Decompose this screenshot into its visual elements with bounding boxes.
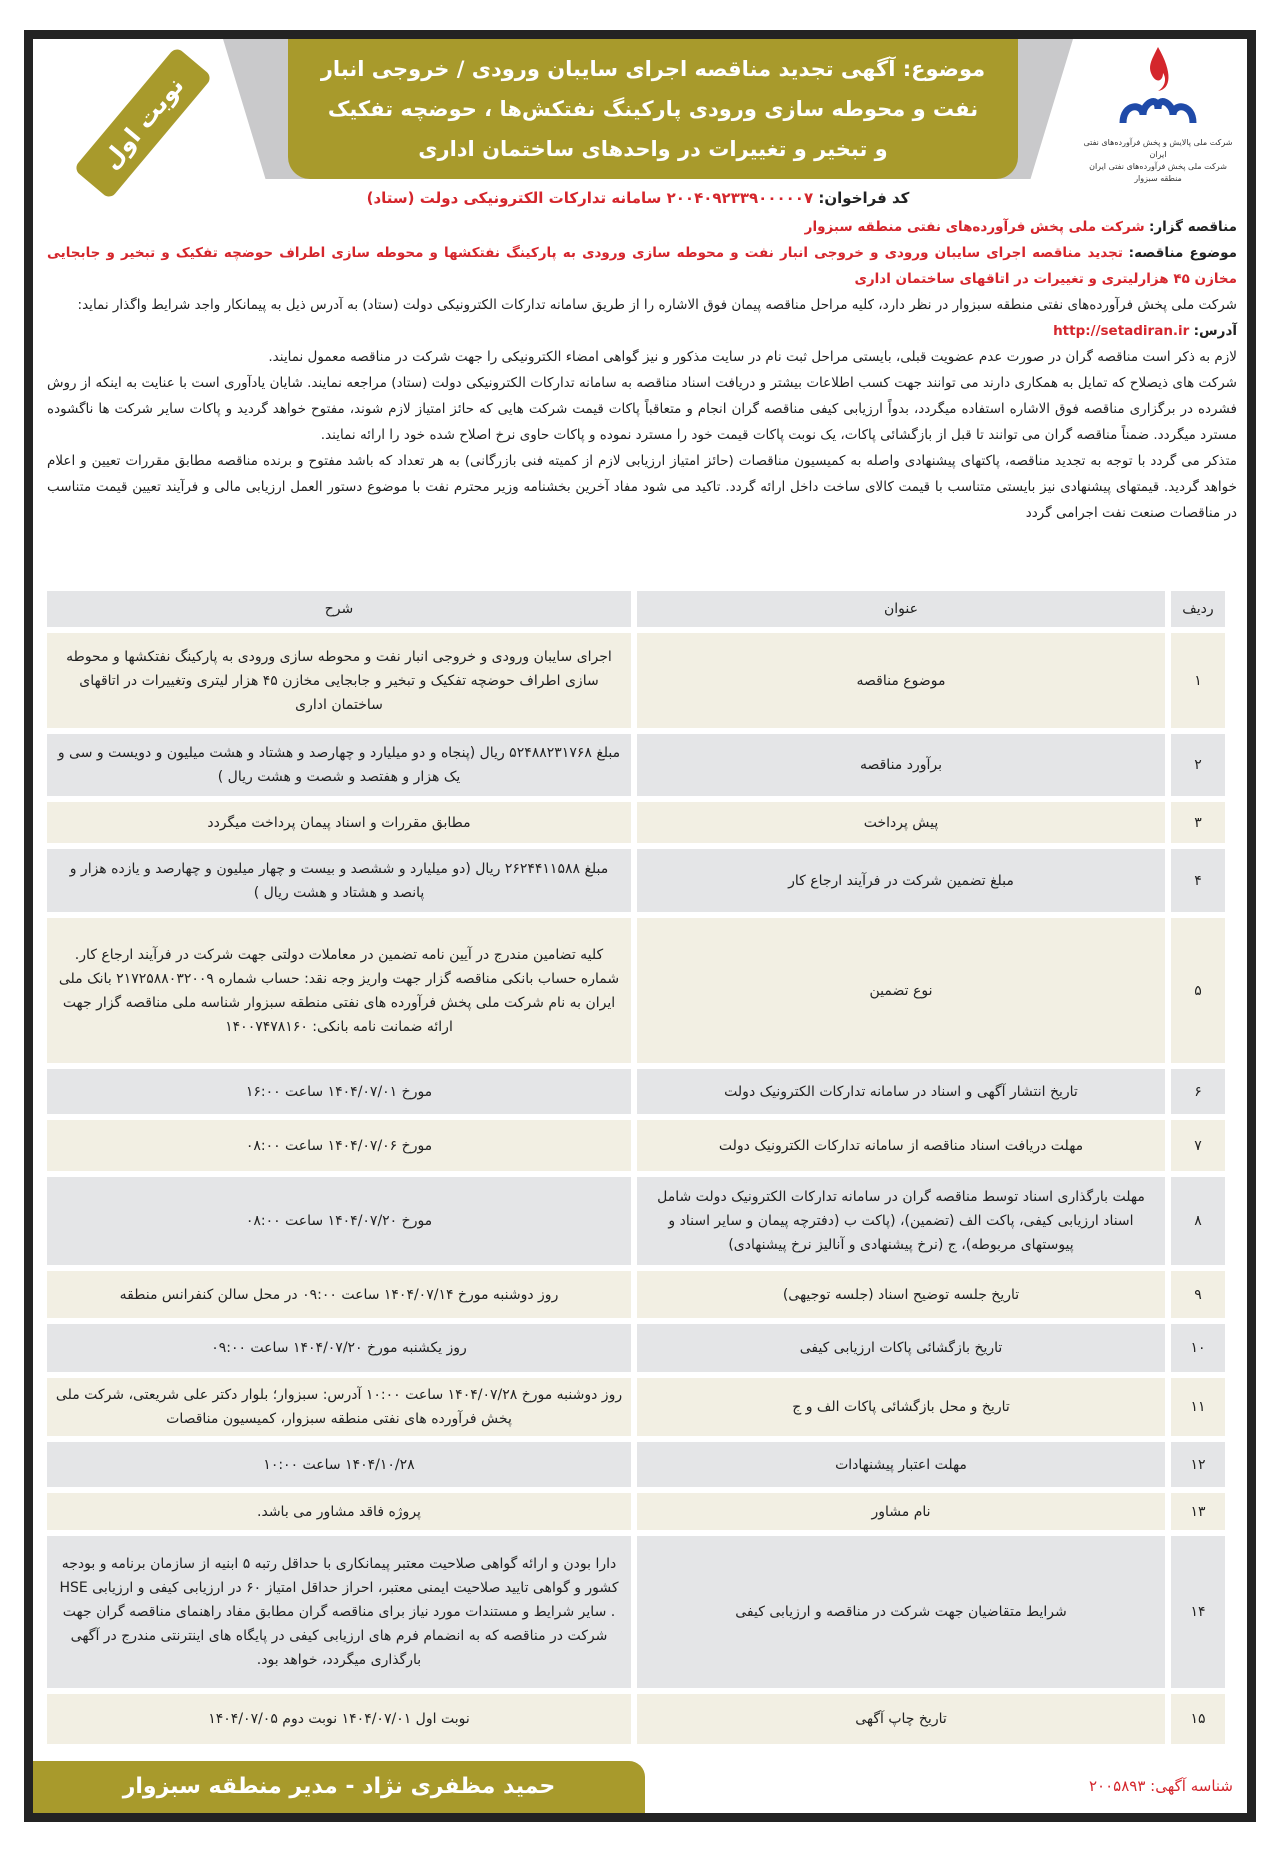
table-row (47, 1120, 1225, 1171)
header-description: شرح (47, 591, 631, 627)
header-radif: ردیف (1171, 591, 1225, 627)
row-title: مبلغ تضمین شرکت در فرآیند ارجاع کار (637, 849, 1165, 912)
subject-label: موضوع مناقصه: (1128, 245, 1238, 261)
table-row (47, 1536, 1225, 1688)
title-line: نفت و محوطه سازی ورودی پارکینگ نفتکش‌ها ، حوضچه تفکیک (327, 97, 979, 121)
tenderer-label: مناقصه گزار: (1148, 219, 1237, 235)
ad-id-value: ۲۰۰۵۸۹۳ (1088, 1777, 1146, 1795)
table-row (47, 1378, 1225, 1436)
row-number: ۸ (1171, 1177, 1225, 1265)
row-title: مهلت اعتبار پیشنهادات (637, 1442, 1165, 1487)
notice-frame (24, 30, 1256, 1822)
row-title: تاریخ بازگشائی پاکات ارزیابی کیفی (637, 1324, 1165, 1372)
row-number: ۱۱ (1171, 1378, 1225, 1436)
row-title: تاریخ و محل بازگشائی پاکات الف و ج (637, 1378, 1165, 1436)
row-number: ۱۲ (1171, 1442, 1225, 1487)
table-row (47, 1493, 1225, 1530)
row-description: کلیه تضامین مندرج در آیین نامه تضمین در معاملات دولتی جهت شرکت در فرآیند ارجاع کار. شماره حساب بانکی مناقصه گزار جهت واریز وجه نقد: حساب شماره ۲۱۷۲۵۸۸۰۳۲۰۰۹ بانک ملی ایران به نام شرکت ملی پخش فرآورده های نفتی منطقه سبزوار شناسه ملی مناقصه گزار جهت ارائه ضمانت نامه بانکی: ۱۴۰۰۷۴۷۸۱۶۰ (47, 918, 631, 1063)
call-code-label: کد فراخوان: (818, 189, 910, 207)
table-row (47, 849, 1225, 912)
row-description: مورخ ۱۴۰۴/۰۷/۰۱ ساعت ۱۶:۰۰ (47, 1069, 631, 1114)
ad-id (1089, 1777, 1233, 1795)
table-row (47, 1177, 1225, 1265)
row-description: دارا بودن و ارائه گواهی صلاحیت معتبر پیمانکاری با حداقل رتبه ۵ ابنیه از سازمان برنامه و بودجه کشور و گواهی تایید صلاحیت ایمنی معتبر، احراز حداقل امتیاز ۶۰ در ارزیابی کیفی و ارزیابی HSE . سایر شرایط و مستندات مورد نیاز برای مناقصه گران مطابق مفاد راهنمای مناقصه گران جهت شرکت در مناقصه که به انضمام فرم های ارزیابی کیفی در پایگاه های اینترنتی مندرج در آگهی بارگذاری میگردد، خواهد بود. (47, 1536, 631, 1688)
row-number: ۱۴ (1171, 1536, 1225, 1688)
header-title: عنوان (637, 591, 1165, 627)
notice-title (288, 39, 1018, 179)
row-title: تاریخ جلسه توضیح اسناد (جلسه توجیهی) (637, 1271, 1165, 1318)
row-description: اجرای سایبان ورودی و خروجی انبار نفت و محوطه سازی ورودی به پارکینگ نفتکشها و محوطه سازی اطراف حوضچه تفکیک و تبخیر و جابجایی مخازن ۴۵ هزار لیتری وتغییرات در اتاقهای ساختمان اداری (47, 633, 631, 728)
intro-paragraph: لازم به ذکر است مناقصه گران در صورت عدم عضویت قبلی، بایستی مراحل ثبت نام در سایت مذکور و نیز گواهی امضاء الکترونیکی را جهت شرکت در مناقصه معمول نمایند. (268, 349, 1237, 365)
row-description: ۱۴۰۴/۱۰/۲۸ ساعت ۱۰:۰۰ (47, 1442, 631, 1487)
row-description: روز یکشنبه مورخ ۱۴۰۴/۰۷/۲۰ ساعت ۰۹:۰۰ (47, 1324, 631, 1372)
tenderer-value: شرکت ملی پخش فرآورده‌های نفتی منطقه سبزوار (804, 219, 1145, 235)
row-number: ۱۰ (1171, 1324, 1225, 1372)
row-number: ۱۳ (1171, 1493, 1225, 1530)
table-row (47, 802, 1225, 843)
table-row (47, 918, 1225, 1063)
row-title: موضوع مناقصه (637, 633, 1165, 728)
row-title: برآورد مناقصه (637, 734, 1165, 796)
row-number: ۵ (1171, 918, 1225, 1063)
row-number: ۳ (1171, 802, 1225, 843)
ad-id-label: شناسه آگهی: (1150, 1777, 1233, 1795)
row-number: ۱ (1171, 633, 1225, 728)
intro-paragraph: متذکر می گردد با توجه به تجدید مناقصه، پاکتهای پیشنهادی واصله به کمیسیون مناقصات (حائز امتیاز ارزیابی لازم از کمیته فنی بازرگانی) به هر تعداد که باشد مفتوح و برنده مناقصه مطابق مقررات تعیین و اعلام خواهد گردید. قیمتهای پیشنهادی نیز بایستی متناسب با قیمت کالای ساخت داخل ارائه گردد. تاکید می شود مفاد آخرین بخشنامه وزیر محترم نفت با موضوع دستور العمل ارزیابی مالی و فرآیند تعیین قیمت متناسب در مناقصات صنعت نفت اجرامی گردد (47, 453, 1237, 521)
round-badge: نوبت اول (73, 46, 213, 199)
row-title: نوع تضمین (637, 918, 1165, 1063)
intro-text (47, 214, 1237, 526)
row-description: مورخ ۱۴۰۴/۰۷/۲۰ ساعت ۰۸:۰۰ (47, 1177, 631, 1265)
call-code-value: ۲۰۰۴۰۹۲۳۳۹۰۰۰۰۰۷ سامانه تدارکات الکترونیکی دولت (ستاد) (366, 189, 814, 207)
row-title: تاریخ چاپ آگهی (637, 1694, 1165, 1744)
table-row (47, 1271, 1225, 1318)
flame-logo-icon (1113, 43, 1203, 133)
title-line: و تبخیر و تغییرات در واحدهای ساختمان اداری (418, 137, 888, 161)
table-row (47, 734, 1225, 796)
table-row (47, 1694, 1225, 1744)
logo-caption: منطقه سبزوار (1134, 174, 1182, 183)
address-label: آدرس: (1193, 323, 1237, 339)
table-header (47, 591, 1225, 627)
company-logo (1083, 43, 1233, 185)
row-title: پیش پرداخت (637, 802, 1165, 843)
logo-caption: شرکت ملی پالایش و پخش فرآورده‌های نفتی ایران (1083, 138, 1233, 159)
row-title: شرایط متقاضیان جهت شرکت در مناقصه و ارزیابی کیفی (637, 1536, 1165, 1688)
title-line: موضوع: آگهی تجدید مناقصه اجرای سایبان ورودی / خروجی انبار (320, 57, 986, 81)
table-row (47, 1069, 1225, 1114)
row-description: پروژه فاقد مشاور می باشد. (47, 1493, 631, 1530)
setad-link[interactable]: http://setadiran.ir (1053, 323, 1190, 339)
row-number: ۶ (1171, 1069, 1225, 1114)
row-title: مهلت دریافت اسناد مناقصه از سامانه تدارکات الکترونیک دولت (637, 1120, 1165, 1171)
row-description: نوبت اول ۱۴۰۴/۰۷/۰۱ نوبت دوم ۱۴۰۴/۰۷/۰۵ (47, 1694, 631, 1744)
row-number: ۹ (1171, 1271, 1225, 1318)
signature-banner: حمید مظفری نژاد - مدیر منطقه سبزوار (33, 1761, 645, 1813)
row-number: ۱۵ (1171, 1694, 1225, 1744)
row-number: ۴ (1171, 849, 1225, 912)
row-title: مهلت بارگذاری اسناد توسط مناقصه گران در سامانه تدارکات الکترونیک دولت شامل اسناد ارزیابی کیفی، پاکت الف (تضمین)، (پاکت ب (دفترچه پیمان و سایر اسناد و پیوستهای مربوطه)، ج (نرخ پیشنهادی و آنالیز نرخ پیشنهادی) (637, 1177, 1165, 1265)
row-title: تاریخ انتشار آگهی و اسناد در سامانه تدارکات الکترونیک دولت (637, 1069, 1165, 1114)
row-description: مورخ ۱۴۰۴/۰۷/۰۶ ساعت ۰۸:۰۰ (47, 1120, 631, 1171)
row-number: ۷ (1171, 1120, 1225, 1171)
subject-value: تجدید مناقصه اجرای سایبان ورودی و خروجی انبار نفت و محوطه سازی ورودی به پارکینگ نفتکشها و محوطه سازی اطراف حوضچه تفکیک و تبخیر و جابجایی مخازن ۴۵ هزارلیتری و تغییرات در اتاقهای ساختمان اداری (47, 245, 1237, 287)
logo-caption: شرکت ملی پخش فرآورده‌های نفتی ایران (1089, 162, 1227, 171)
tender-table (41, 585, 1231, 1750)
table-row (47, 1442, 1225, 1487)
row-description: روز دوشنبه مورخ ۱۴۰۴/۰۷/۱۴ ساعت ۰۹:۰۰ در محل سالن کنفرانس منطقه (47, 1271, 631, 1318)
table-row (47, 1324, 1225, 1372)
row-description: مبلغ ۵۲۴۸۸۲۳۱۷۶۸ ریال (پنجاه و دو میلیارد و چهارصد و هشتاد و هشت میلیون و دویست و سی و یک هزار و هفتصد و شصت و هشت ریال ) (47, 734, 631, 796)
row-description: مطابق مقررات و اسناد پیمان پرداخت میگردد (47, 802, 631, 843)
call-code (273, 189, 1003, 207)
table-row (47, 633, 1225, 728)
row-description: مبلغ ۲۶۲۴۴۱۱۵۸۸ ریال (دو میلیارد و ششصد و بیست و چهار میلیون و چهارصد و یازده هزار و پانصد و هشتاد و هشت ریال ) (47, 849, 631, 912)
intro-paragraph: شرکت ملی پخش فرآورده‌های نفتی منطقه سبزوار در نظر دارد، کلیه مراحل مناقصه پیمان فوق الاشاره را از طریق سامانه تدارکات الکترونیکی دولت (ستاد) به آدرس ذیل به پیمانکار واجد شرایط واگذار نماید: (77, 297, 1237, 313)
row-title: نام مشاور (637, 1493, 1165, 1530)
row-description: روز دوشنبه مورخ ۱۴۰۴/۰۷/۲۸ ساعت ۱۰:۰۰ آدرس: سبزوار؛ بلوار دکتر علی شریعتی، شرکت ملی پخش فرآورده های نفتی منطقه سبزوار، کمیسیون مناقصات (47, 1378, 631, 1436)
intro-paragraph: شرکت های ذیصلاح که تمایل به همکاری دارند می توانند جهت کسب اطلاعات بیشتر و دریافت اسناد مناقصه به سامانه تدارکات الکترونیکی دولت (ستاد) مراجعه نمایند. شایان یادآوری است با عنایت به اینکه از روش فشرده در برگزاری مناقصه فوق الاشاره استفاده میگردد، بدواً ارزیابی کیفی مناقصه گران انجام و متعاقباً پاکات قیمت شرکت هایی که حائز امتیاز لازم شوند، مفتوح خواهد گردید و پاکات سایر شرکت ها ناگشوده مسترد میگردد. ضمناً مناقصه گران می توانند تا قبل از بازگشائی پاکات، یک نوبت پاکات قیمت خود را مسترد نموده و پاکات حاوی نرخ اصلاح شده خود را ارائه نمایند. (47, 375, 1237, 443)
row-number: ۲ (1171, 734, 1225, 796)
